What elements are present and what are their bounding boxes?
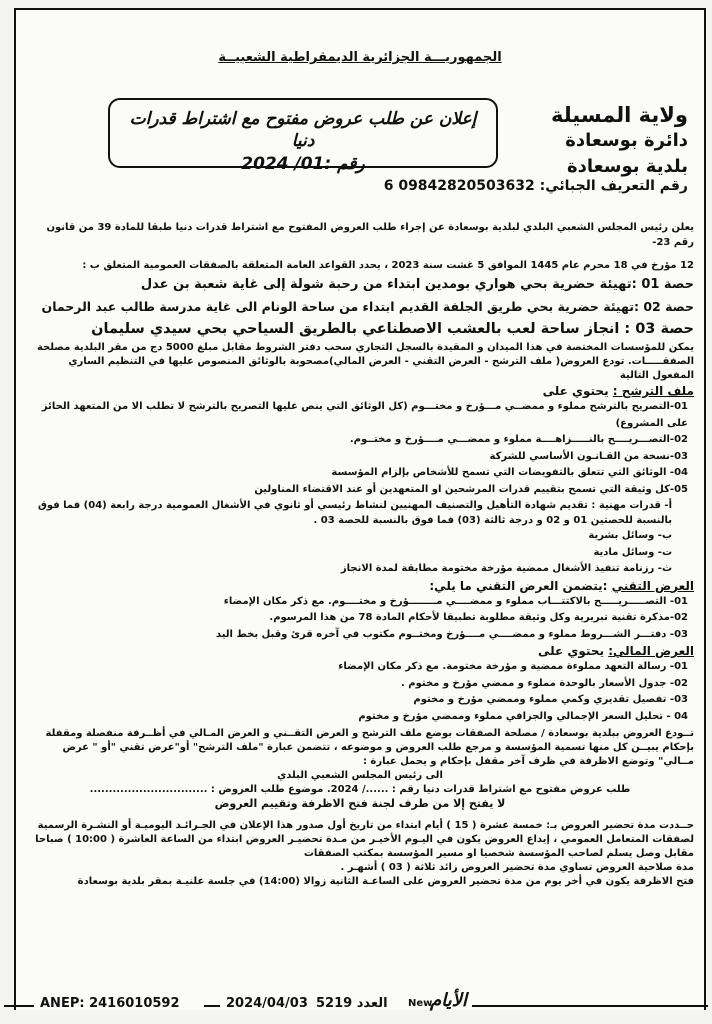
footer-rule: [472, 1005, 708, 1007]
execution-schedule: ث- رزنامة تنفيذ الأشغال ممضية مؤرخة مختومة مطابقة لمدة الانجاز: [340, 563, 672, 574]
footer-rule: [4, 1005, 34, 1007]
technical-item: 03- دفتـــر الشـــروط مملوء و ممضــــي مــــؤرخ ومختــوم مكتوب في آخره قرئ وقبل بخط اليد: [215, 628, 688, 640]
candidacy-item: 05-كل وثيقة التي تسمح بتقييم قدرات المرشحين او المتعهدين أو عند الاقتضاء المناولين: [254, 483, 688, 495]
closing-validity: مدة صلاحية العروض تساوي مدة تحضير العروض زائد ثلاثة ( 03 ) أشهـر .: [340, 862, 694, 873]
issuing-authority: [508, 102, 688, 180]
deposit-notice: لا يفتح إلا من طرف لجنة فتح الاظرفة وتقييم العروض: [214, 797, 506, 810]
republic-heading: الجمهوريـــة الجزائرية الديمقراطية الشعبيــة: [218, 50, 502, 65]
tax-id-line: [384, 178, 688, 194]
daira-name: دائرة بوسعادة: [565, 130, 688, 151]
financial-item: 01- رسالة التعهد مملوءة ممضية و مؤرخة مختومة. مع ذكر مكان الإمضاء: [338, 661, 688, 672]
candidacy-heading: [26, 383, 694, 399]
candidacy-subtitle: يحتوي على: [542, 384, 609, 398]
newspaper-footer: [0, 990, 712, 1016]
issue-date: 2024/04/03: [226, 996, 308, 1011]
candidacy-item: 02-التصـــريــــح بالنـــــزاهــــة مملوء و ممضـــي مــــؤرخ و مختــوم.: [349, 434, 688, 445]
anep-number: ANEP: 2416010592: [40, 996, 180, 1011]
deposit-subject: طلب عروض مفتوح مع اشتراط قدرات دنيا رقم : ....../ 2024. موضوع طلب العروض : ...............................: [89, 784, 631, 795]
announcement-body: [26, 220, 694, 889]
financial-item: 04 - تحليل السعر الإجمالي والجزافي مملوء وممضي مؤرخ و مختوم: [358, 710, 688, 722]
intro-line-2: 12 مؤرخ في 18 محرم عام 1445 الموافق 5 غشت سنة 2023 ، يحدد القواعد العامة المتعلقة بالصفقات العمومية المتعلق ب :: [82, 260, 694, 271]
closing-opening: فتح الاظرفة يكون في أخر يوم من مدة تحضير العروض على الساعـة الثانية زوالا (14:00) في جلسة علنيـة بمقر بلدية بوسعادة: [77, 876, 694, 887]
footer-rule: [204, 1005, 220, 1007]
technical-item: 02-مذكرة تقنية تبريرية وكل وثيقة مطلوبة تطبيقا لأحكام المادة 78 من هذا المرسوم.: [269, 612, 688, 623]
technical-item: 01- التصـــــريـــــح بالاكتتـــاب مملوء و ممضــــي مــــــــؤرخ و مختــــوم. مع ذكر مكان الإمضاء: [223, 595, 688, 607]
logo-name: الأيام: [430, 990, 467, 1011]
candidacy-item: 04- الوثائق التي تتعلق بالتفويضات التي تسمح للأشخاص بإلزام المؤسسة: [331, 467, 688, 478]
capacity-material: ت- وسائل مادية: [593, 546, 672, 558]
deposit-addressee: الى رئيس المجلس الشعبي البلدي: [277, 770, 443, 781]
wilaya-name: ولاية المسيلة: [550, 103, 688, 127]
financial-subtitle: يحتوي على: [538, 644, 605, 658]
lot-03: حصة 03 : انجاز ساحة لعب بالعشب الاصطناعي بالطريق السياحي بحي سيدي سليمان: [91, 321, 694, 337]
financial-heading: [26, 643, 694, 659]
capacity-professional: أ- قدرات مهنية : تقديم شهادة التأهيل والتصنيف المهنيين لنشاط رئيسي أو ثانوي في الأشغال العمومية درجة رابعة (04) فما فوق بالنسبة للحصتين 01 و 02 و درجة ثالثة (03) فما فوق بالنسبة للحصة 03 .: [37, 500, 672, 526]
announcement-title-box: [108, 98, 498, 174]
intro-line-1: يعلن رئيس المجلس الشعبي البلدي لبلدية بوسعادة عن إجراء طلب العروض المفتوح مع اشتراط قدرات دنيا طبقا للمادة 39 من قانون رقم 23-: [46, 222, 694, 248]
financial-item: 02- جدول الأسعار بالوحدة مملوء و ممضي مؤرخ و مختوم .: [400, 677, 688, 689]
logo-new-label: New: [408, 998, 433, 1009]
candidacy-item: 03-نسخة من القـانـون الأساسي للشركة: [489, 450, 688, 462]
closing-preparation: حــددت مدة تحضير العروض بـ: خمسة عشرة ( 15 ) أيام ابتداء من تاريخ أول صدور هذا الإعلان في الجـرائـد اليوميـة أو النشـرة الرسمية لصفقات المتعامل العمومي ، إيداع العروض يكون في اليـوم الأخيـر من مـدة تحضيـر العروض ابتداء من الساعة العاشرة ( 10:00 ) صباحا مقابل وصل يسلم لصاحب المؤسسة شخصيا او مسير المؤسسة بمكتب الصفقات: [35, 820, 694, 859]
announcement-page: [14, 8, 706, 1010]
financial-item: 03- تفصيل تقديري وكمي مملوء وممضي مؤرخ و مختوم: [413, 694, 688, 705]
technical-heading: [26, 578, 694, 594]
lot-01: حصة 01 :تهيئة حضرية بحي هواري بومدين ابتداء من رحبة شولة إلى غاية شعبة بن عدل: [140, 277, 694, 292]
commune-name: بلدية بوسعادة: [567, 156, 688, 177]
deposit-paragraph: تــودع العروض ببلدية بوسعادة / مصلحة الصفقات بوضع ملف الترشح و العرض التقــني و العرض المـالي في أظــرفة منفصلة ومقفلة بإحكام يبيــن كل منها تسمية المؤسسة و مرجع طلب العروض و موضوعه ، تتضمن عبارة "ملف الترشح" أو"عرض تقني "أو " عرض مــالي" وتوضع الاظرفة في ظرف آخر مقفل بإحكام و يحمل عبارة :: [45, 728, 694, 767]
candidacy-title: ملف الترشح :: [612, 384, 694, 398]
technical-title: العرض التقني: [611, 578, 694, 593]
newspaper-logo: [408, 990, 468, 1014]
announcement-title: إعلان عن طلب عروض مفتوح مع اشتراط قدرات دنيا: [129, 109, 477, 151]
capacity-human: ب- وسائل بشرية: [588, 530, 672, 541]
candidacy-item: 01-التصريح بالترشح مملوء و ممضــي مـــؤرخ و مختـــوم (كل الوثائق التي ينص عليها التصريح بالترشح لا تطلب الا من المتعهد الحائز على المشروع): [41, 401, 688, 429]
technical-subtitle: :يتضمن العرض التقني ما يلي:: [429, 578, 608, 593]
tax-id-value: 09842820503632 6: [383, 178, 535, 194]
financial-title: العرض المالي:: [608, 644, 694, 658]
issue-number: العدد 5219: [316, 996, 388, 1011]
tax-id-label: رقم التعريف الجبائي:: [539, 178, 688, 194]
announcement-number: رقم :01/ 2024: [241, 154, 365, 174]
conditions-paragraph: يمكن للمؤسسات المختصة في هذا الميدان و المقيدة بالسجل التجاري سحب دفتر الشروط مقابل مبلغ 5000 دج من مقر البلدية مصلحة الصفقـــــات. تودع العروض( ملف الترشح - العرض التقني - العرض المالي)مصحوبة بالوثائق المنصوص عليها في التنظيم الساري المفعول التالية: [36, 342, 694, 381]
lot-02: حصة 02 :تهيئة حضرية بحي طريق الجلفة القديم ابتداء من ساحة الونام الى غاية مدرسة طالب عبد الرحمان: [41, 299, 694, 314]
